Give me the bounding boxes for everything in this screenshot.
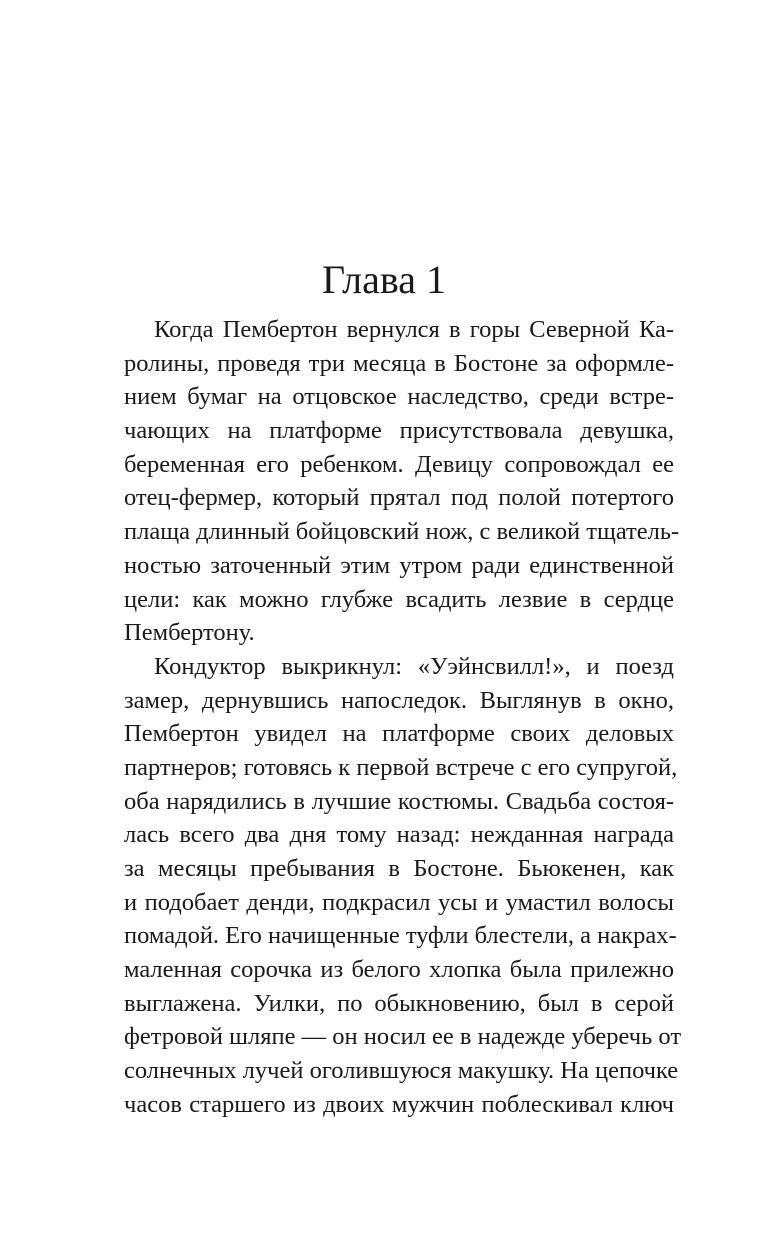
paragraph [124,650,682,1122]
text-line: ролины, проведя три месяца в Бостоне за оформле- [124,349,674,377]
chapter-body [124,313,682,1122]
text-line: выглажена. Уилки, по обыкновению, был в серой [124,989,674,1017]
text-line: замер, дернувшись напоследок. Выглянув в окно, [124,686,674,714]
text-line: помадой. Его начищенные туфли блестели, а накрах- [124,922,677,950]
text-line: часов старшего из двоих мужчин поблескивал ключ [124,1090,674,1118]
text-line: Пембертону. [124,619,255,647]
text-line: оба нарядились в лучшие костюмы. Свадьба состоя- [124,787,674,815]
text-line: Когда Пембертон вернулся в горы Северной Ка- [154,316,674,343]
text-line: маленная сорочка из белого хлопка была прилежно [124,956,674,984]
text-line: цели: как можно глубже всадить лезвие в сердце [124,585,674,613]
text-line: ностью заточенный этим утром ради единственной [124,551,674,579]
paragraph [124,313,680,650]
text-line: за месяцы пребывания в Бостоне. Бьюкенен, как [124,855,674,882]
text-line: Пембертон увидел на платформе своих деловых [124,720,674,748]
text-line: лась всего два дня тому назад: нежданная награда [124,821,674,849]
text-line: беременная его ребенком. Девицу сопровождал ее [124,450,674,478]
text-line: партнеров; готовясь к первой встрече с его супругой, [124,753,678,781]
text-line: и подобает денди, подкрасил усы и умастил волосы [124,888,674,916]
text-line: плаща длинный бойцовский нож, с великой тщатель- [124,518,680,546]
text-line: нием бумаг на отцовское наследство, среди встре- [124,383,674,411]
text-line: фетровой шляпе — он носил ее в надежде уберечь от [124,1023,682,1051]
text-line: чающих на платформе присутствовала девушка, [124,417,674,445]
text-line: отец-фермер, который прятал под полой потертого [124,484,674,512]
chapter-title: Глава 1 [322,257,446,302]
text-line: солнечных лучей оголившуюся макушку. На цепочке [124,1057,679,1085]
text-line: Кондуктор выкрикнул: «Уэйнсвилл!», и поезд [154,652,674,680]
